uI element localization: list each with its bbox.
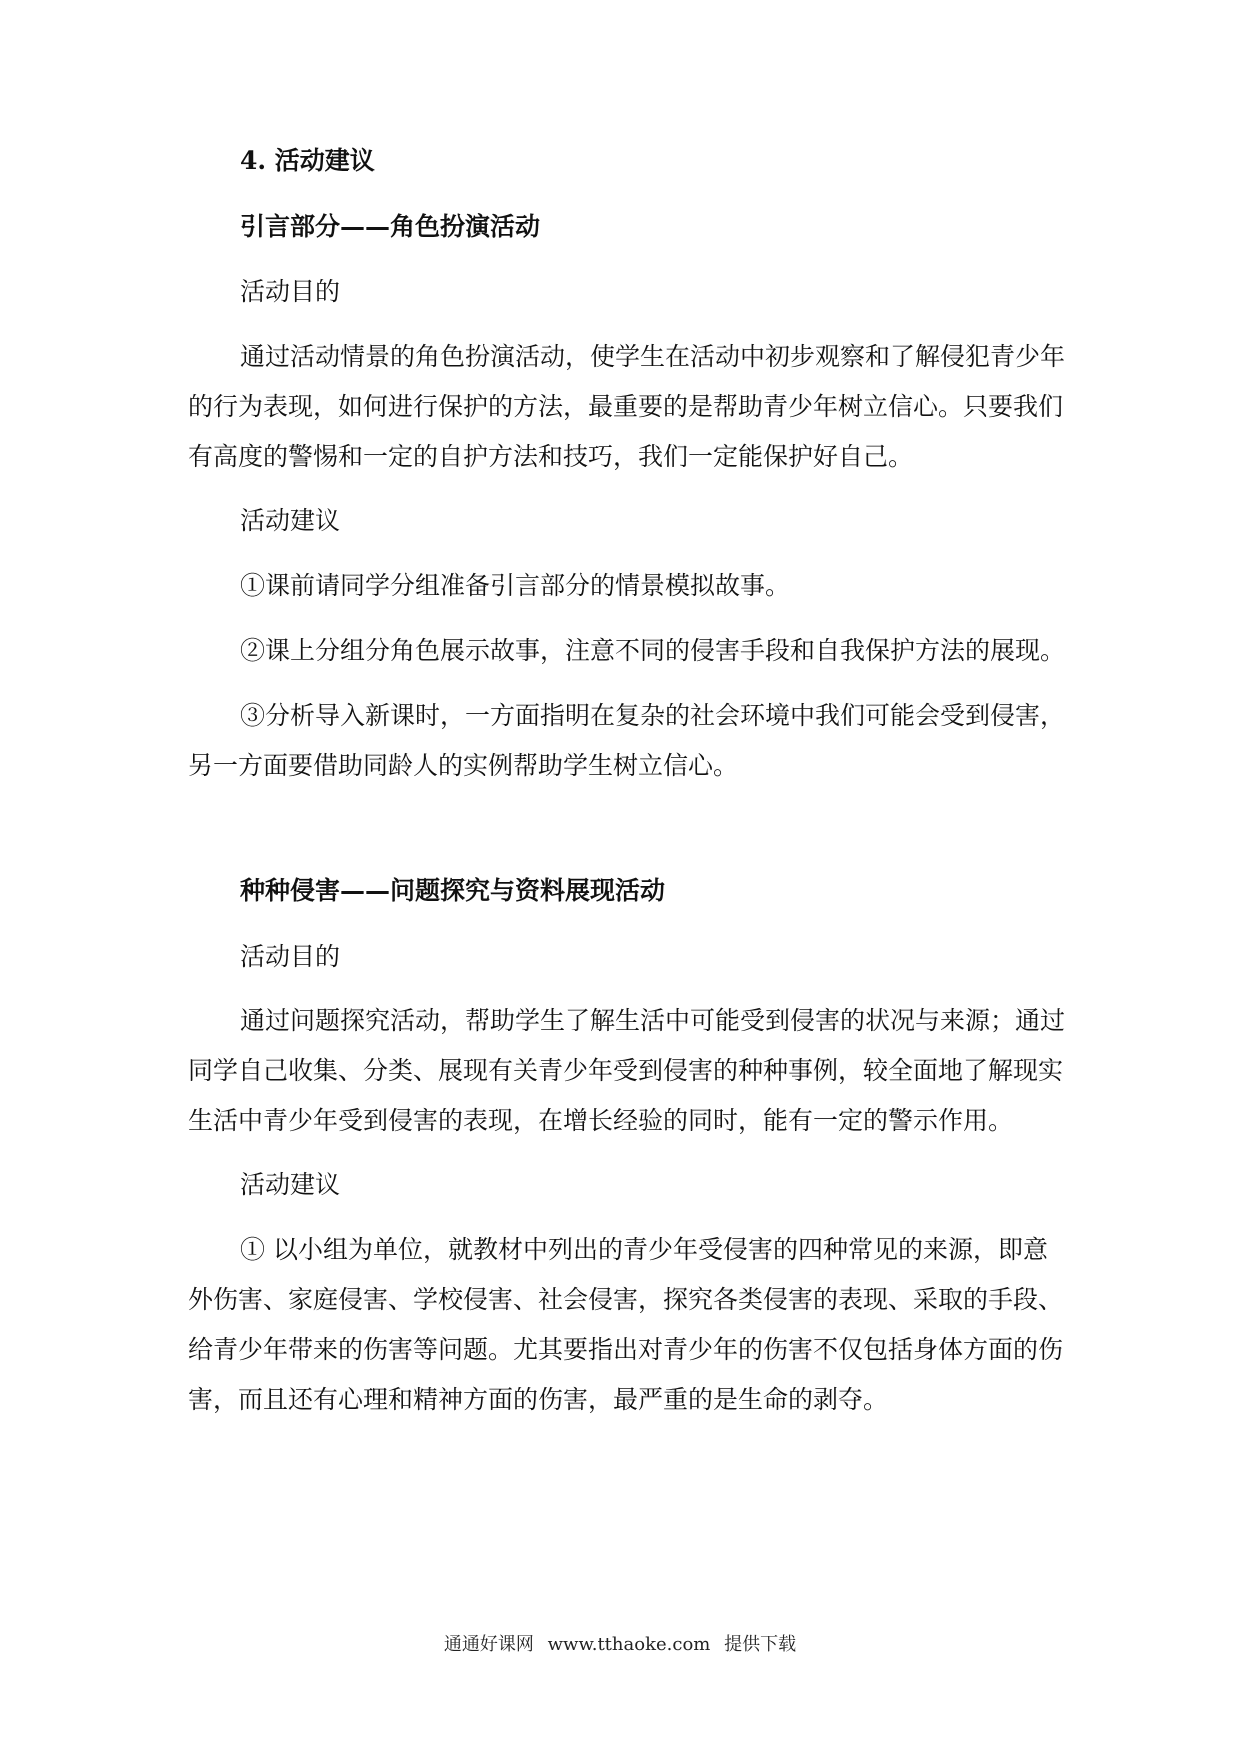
section1-item-continued: 另一方面要借助同龄人的实例帮助学生树立信心。	[188, 751, 739, 780]
footer-site: 通通好课网	[443, 1634, 534, 1655]
section2-suggest-label: 活动建议	[240, 1170, 341, 1199]
section1-item: ①课前请同学分组准备引言部分的情景模拟故事。	[240, 571, 791, 600]
footer-url[interactable]: www.tthaoke.com	[547, 1634, 711, 1655]
section2-item-continued: 外伤害、家庭侵害、学校侵害、社会侵害，探究各类侵害的表现、采取的手段、	[188, 1285, 1064, 1314]
section2-title: 种种侵害——问题探究与资料展现活动	[240, 876, 666, 905]
section2-purpose-line: 同学自己收集、分类、展现有关青少年受到侵害的种种事例，较全面地了解现实	[188, 1056, 1064, 1085]
section1-suggest-label: 活动建议	[240, 506, 341, 535]
section1-title: 引言部分——角色扮演活动	[240, 212, 541, 241]
section1-purpose-line: 有高度的警惕和一定的自护方法和技巧，我们一定能保护好自己。	[188, 442, 914, 471]
section2-item-continued: 给青少年带来的伤害等问题。尤其要指出对青少年的伤害不仅包括身体方面的伤	[188, 1335, 1064, 1364]
section2-purpose-line: 通过问题探究活动，帮助学生了解生活中可能受到侵害的状况与来源；通过	[240, 1006, 1066, 1035]
page-footer	[0, 1630, 1240, 1656]
footer-note: 提供下载	[724, 1634, 797, 1655]
section-heading: 4. 活动建议	[240, 146, 375, 175]
section2-purpose-line: 生活中青少年受到侵害的表现，在增长经验的同时，能有一定的警示作用。	[188, 1106, 1014, 1135]
section1-item: ②课上分组分角色展示故事，注意不同的侵害手段和自我保护方法的展现。	[240, 636, 1066, 665]
section2-item-continued: 害，而且还有心理和精神方面的伤害，最严重的是生命的剥夺。	[188, 1385, 889, 1414]
section2-purpose-label: 活动目的	[240, 942, 341, 971]
section1-purpose-line: 通过活动情景的角色扮演活动，使学生在活动中初步观察和了解侵犯青少年	[240, 342, 1066, 371]
section1-item: ③分析导入新课时，一方面指明在复杂的社会环境中我们可能会受到侵害，	[240, 701, 1066, 730]
section1-purpose-line: 的行为表现，如何进行保护的方法，最重要的是帮助青少年树立信心。只要我们	[188, 392, 1064, 421]
section1-purpose-label: 活动目的	[240, 277, 341, 306]
section2-item: ① 以小组为单位，就教材中列出的青少年受侵害的四种常见的来源，即意	[240, 1235, 1048, 1264]
